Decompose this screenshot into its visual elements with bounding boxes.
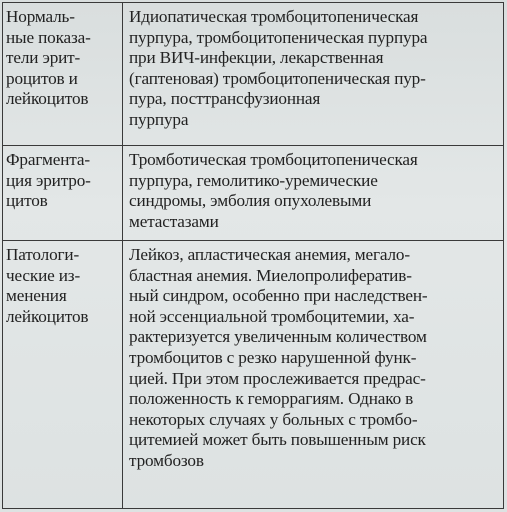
condition-line: лейкоцитов [6,89,89,109]
condition-line: цитов [6,191,48,211]
diagnosis-table [2,2,504,509]
diseases-line: рактеризуется увеличенным количеством [129,327,427,347]
condition-line: ция эритро- [6,170,91,190]
condition-line: роцитов и [6,68,78,88]
diseases-line: метастазами [129,211,219,231]
diseases-line: положенность к геморрагиям. Однако в [129,389,414,409]
condition-cell [3,146,123,241]
diseases-line: бластная анемия. Миелопролифератив- [129,265,412,285]
diseases-line: цитемией может быть повышенным риск [129,430,426,450]
diseases-line: некоторых случаях у больных с тромбо- [129,409,418,429]
condition-line: тели эрит- [6,48,81,68]
diseases-line: пура, посттрансфузионная [129,89,321,109]
diseases-cell [123,241,504,509]
condition-line: ные показа- [6,27,91,47]
diseases-line: Лейкоз, апластическая анемия, мегало- [129,245,410,264]
diseases-line: ный синдром, особенно при наследствен- [129,286,428,306]
condition-cell [3,3,123,146]
table-row [3,3,504,146]
condition-line: Нормаль- [6,7,75,26]
diseases-cell [123,3,504,146]
condition-line: Фрагмента- [6,150,90,169]
diseases-line: при ВИЧ-инфекции, лекарственная [129,48,384,68]
diseases-cell [123,146,504,241]
diseases-line: Тромботическая тромбоцитопеническая [129,150,418,169]
diseases-line: пурпура, тромбоцитопеническая пурпура [129,27,428,47]
condition-line: лейкоцитов [6,306,89,326]
diseases-line: тромбозов [129,450,204,470]
condition-cell [3,241,123,509]
table-row [3,241,504,509]
diseases-line: пурпура, гемолитико-уремические [129,170,378,190]
condition-line: Патологи- [6,245,80,264]
diseases-line: Идиопатическая тромбоцитопеническая [129,7,419,26]
diseases-line: тромбоцитов с резко нарушенной функ- [129,347,417,367]
diseases-line: пурпура [129,109,189,129]
diseases-line: ной эссенциальной тромбоцитемии, ха- [129,306,415,326]
condition-line: менения [6,286,67,306]
diseases-line: цией. При этом прослеживается предрас- [129,368,426,388]
table-row [3,146,504,241]
diseases-line: (гаптеновая) тромбоцитопеническая пур- [129,68,426,88]
condition-line: ческие из- [6,265,81,285]
diseases-line: синдромы, эмболия опухолевыми [129,191,372,211]
